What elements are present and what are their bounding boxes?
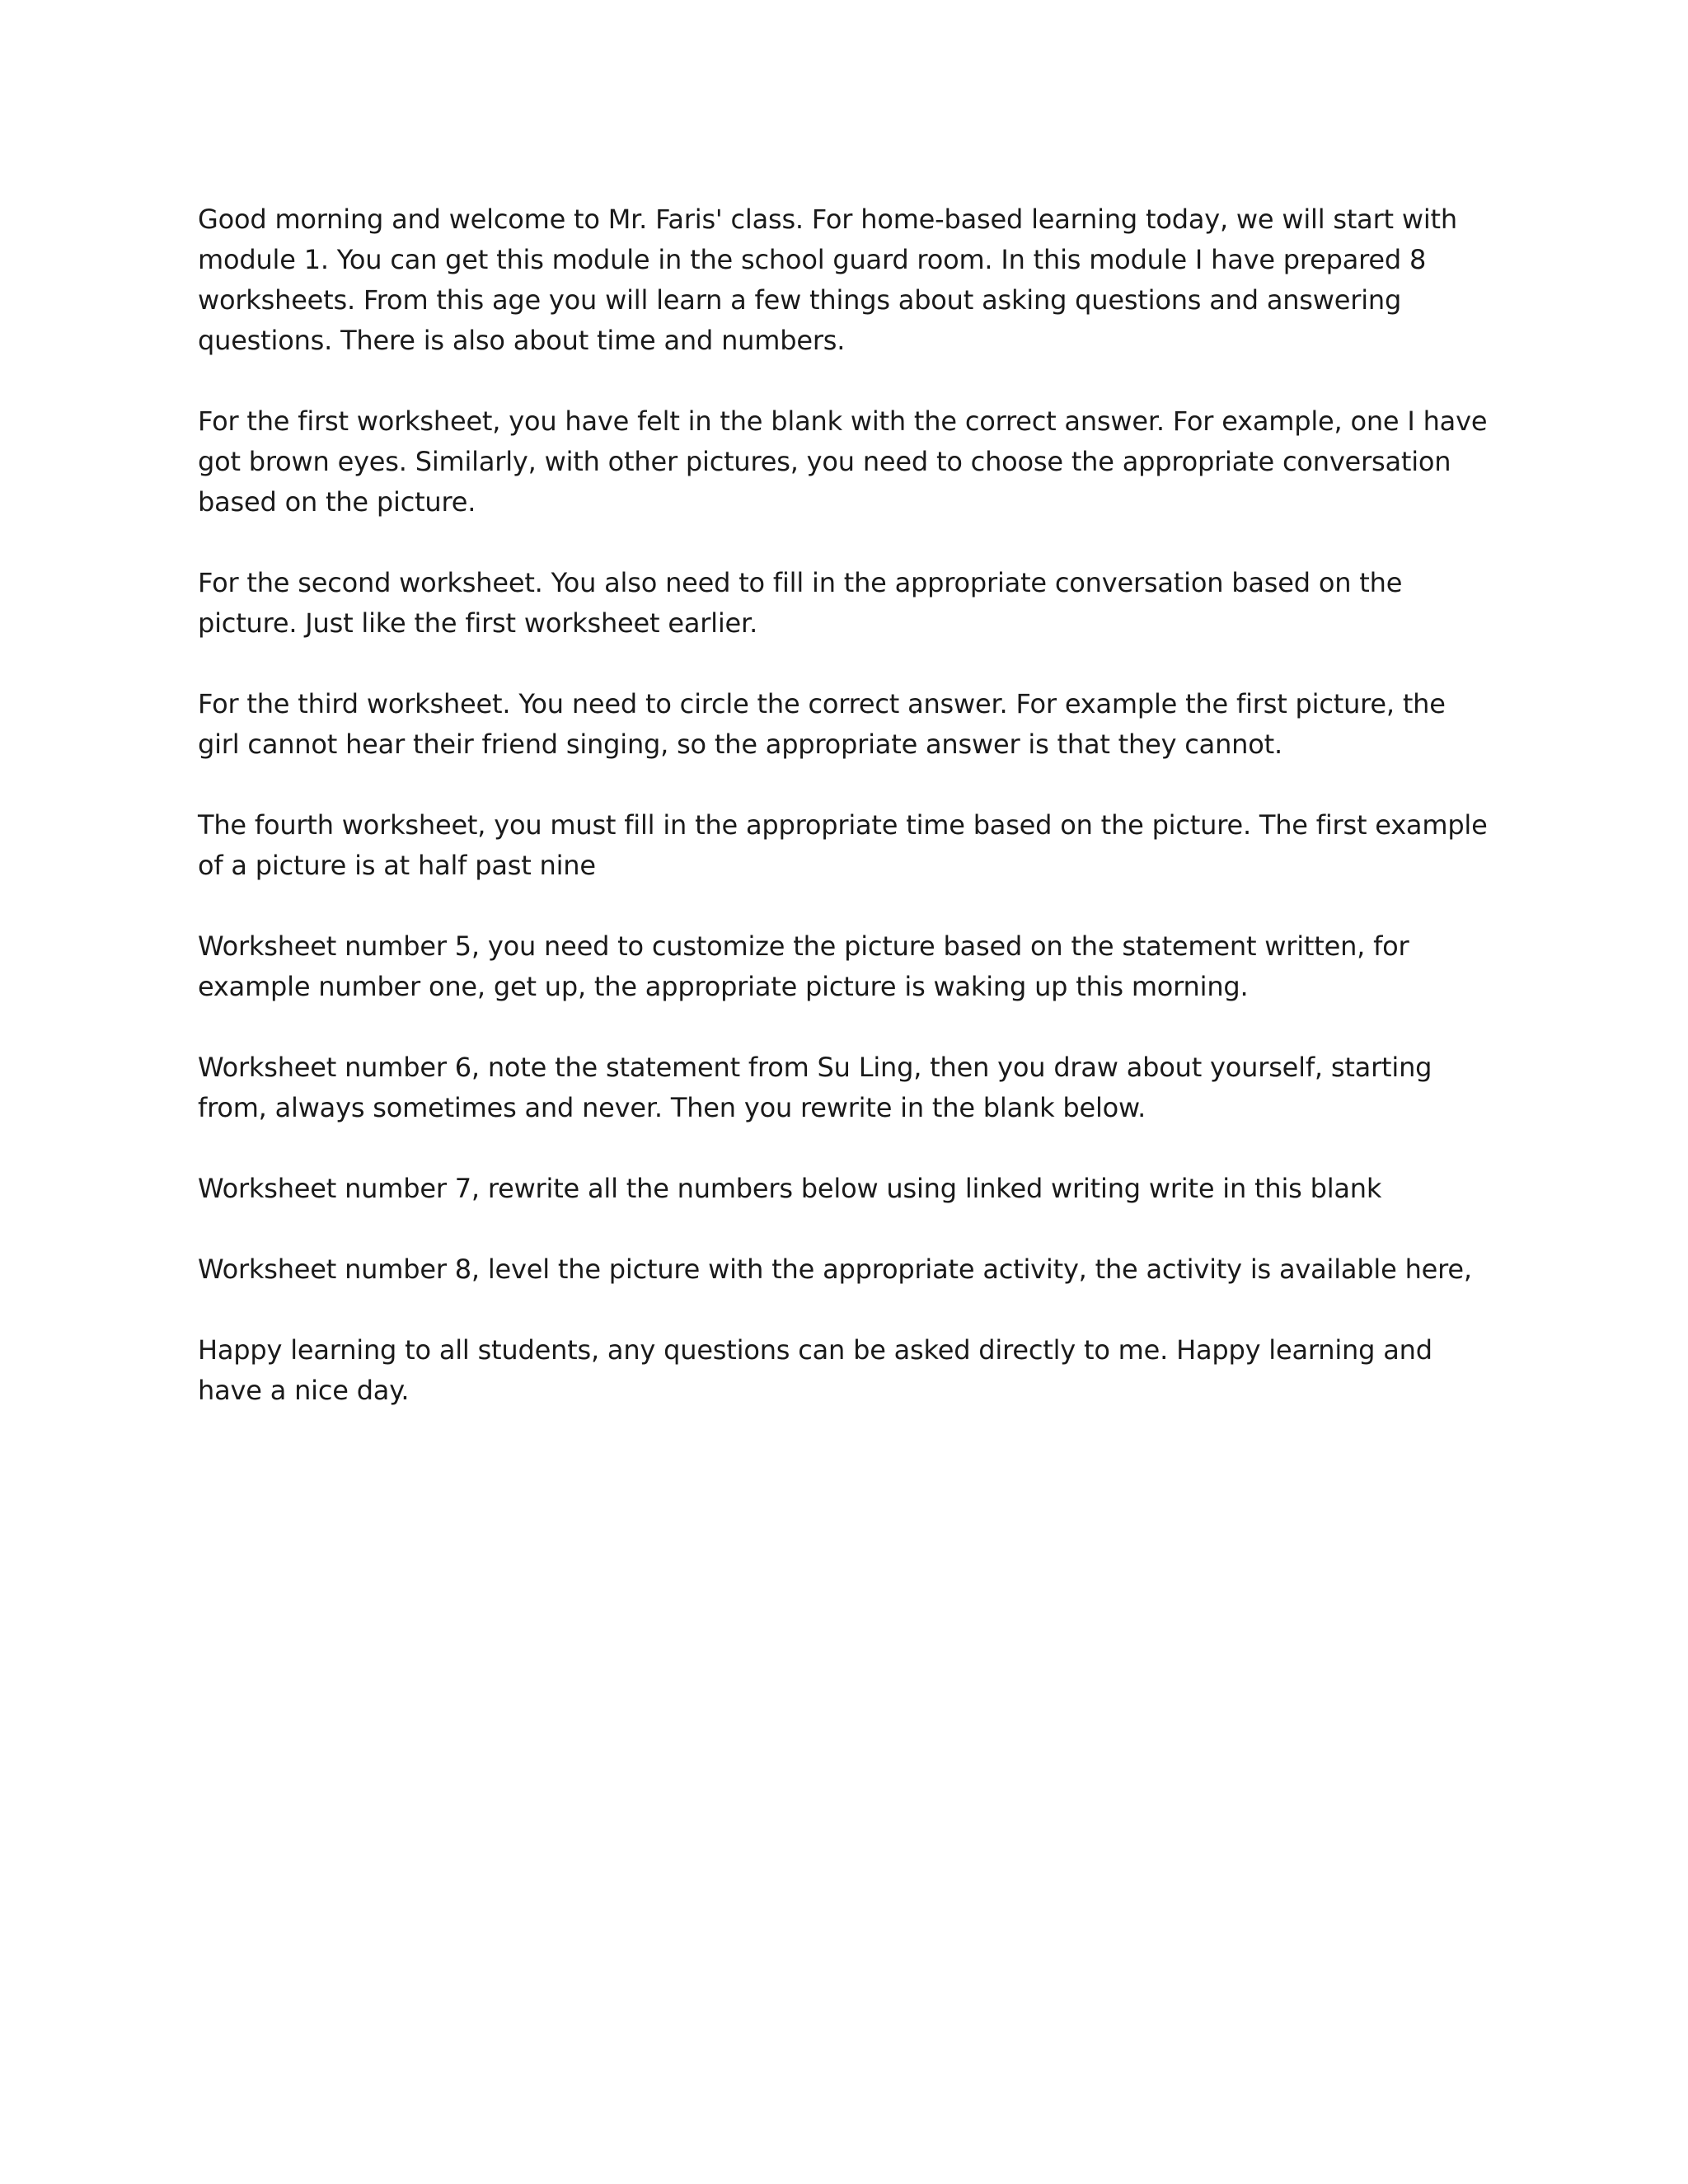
paragraph-closing: Happy learning to all students, any questions can be asked directly to me. Happy learning and have a nice day.	[198, 1334, 1432, 1406]
paragraph-worksheet-2: For the second worksheet. You also need to fill in the appropriate conversation based on the picture. Just like the first worksheet earlier.	[198, 567, 1403, 639]
paragraph-worksheet-3: For the third worksheet. You need to circle the correct answer. For example the first picture, the girl cannot hear their friend singing, so the appropriate answer is that they cannot.	[198, 688, 1446, 760]
document-body	[198, 199, 1490, 1451]
paragraph-worksheet-1: For the first worksheet, you have felt in the blank with the correct answer. For example, one I have got brown eyes. Similarly, with other pictures, you need to choose the appropriate conversation based on the picture.	[198, 405, 1488, 518]
paragraph-worksheet-7: Worksheet number 7, rewrite all the numbers below using linked writing write in this blank	[198, 1173, 1382, 1204]
paragraph-worksheet-6: Worksheet number 6, note the statement from Su Ling, then you draw about yourself, starting from, always sometimes and never. Then you rewrite in the blank below.	[198, 1052, 1432, 1123]
paragraph-worksheet-8: Worksheet number 8, level the picture with the appropriate activity, the activity is available here,	[198, 1254, 1472, 1285]
paragraph-worksheet-5: Worksheet number 5, you need to customize the picture based on the statement written, for example number one, get up, the appropriate picture is waking up this morning.	[198, 930, 1409, 1002]
paragraph-intro: Good morning and welcome to Mr. Faris' class. For home-based learning today, we will start with module 1. You can get this module in the school guard room. In this module I have prepared 8 worksheets. From this age you will learn a few things about asking questions and answering questions. There is also about time and numbers.	[198, 204, 1457, 356]
paragraph-worksheet-4: The fourth worksheet, you must fill in the appropriate time based on the picture. The first example of a picture is at half past nine	[198, 809, 1488, 881]
